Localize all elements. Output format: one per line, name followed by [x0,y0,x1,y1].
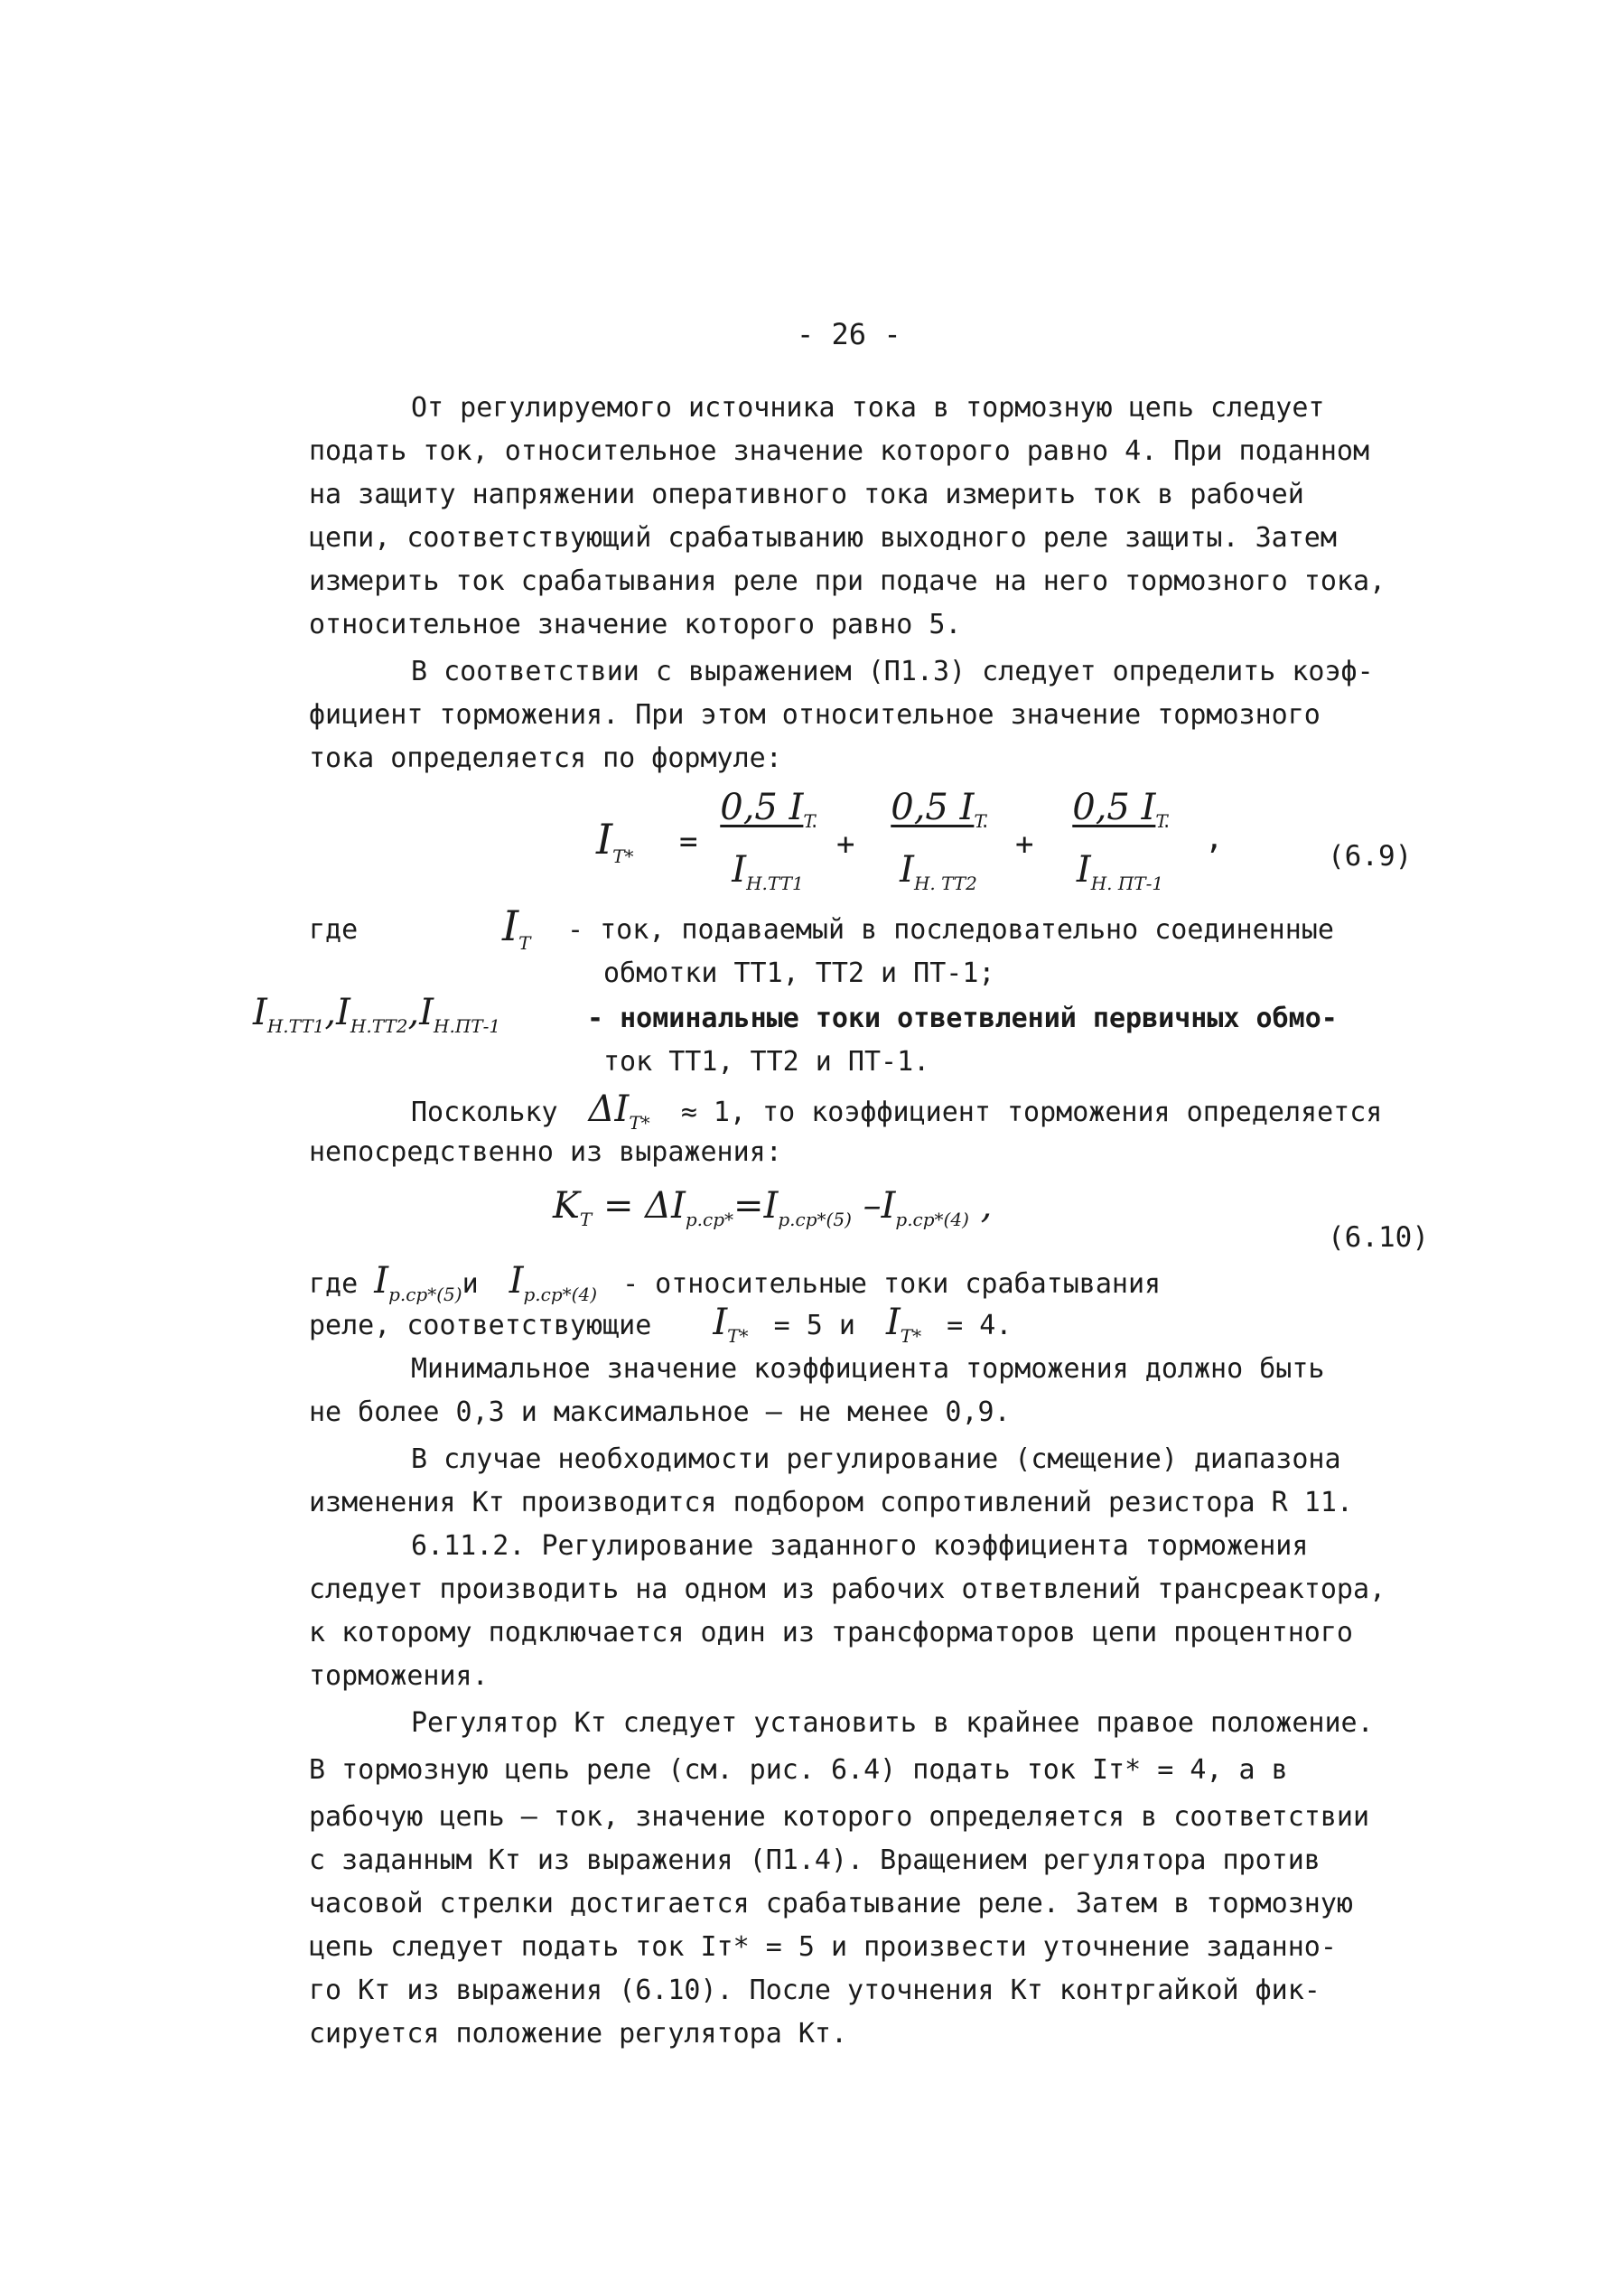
paragraph-line: цепи, соответствующий срабатыванию выходного реле защиты. Затем [309,522,1337,554]
formula-plus: + [1015,826,1034,863]
paragraph-line: В соответствии с выражением (П1.3) следует определить коэф- [411,656,1374,687]
paragraph-line: От регулируемого источника тока в тормозную цепь следует [411,392,1325,424]
paragraph-line: Поскольку $\Delta I_{T*} \approx 1$, то коэффициент торможения определяется [411,1088,1383,1134]
paragraph-line: В случае необходимости регулирование (смещение) диапазона [411,1443,1341,1475]
paragraph-line: не более 0,3 и максимальное – не менее 0,9. [309,1396,1011,1428]
paragraph-line: к которому подключается один из трансформаторов цепи процентного [309,1617,1353,1648]
paragraph-line: изменения Кт производится подбором сопротивлений резистора R 11. [309,1487,1353,1518]
fraction-term-2: $\frac{0,5 I_T}{I_{H. TT2}}$ [891,787,986,894]
symbol-list: $I_{H.TT1},I_{H.TT2},I_{H.ПТ-1}$ [253,992,501,1037]
formula-equals: = [679,824,698,860]
paragraph-line: фициент торможения. При этом относительное значение тормозного [309,699,1321,731]
equation-number: (6.10) [1328,1221,1429,1254]
paragraph-line: измерить ток срабатывания реле при подаче на него тормозного тока, [309,565,1386,597]
formula-lhs: $I_{T*}$ [596,815,634,868]
paragraph-line: сируется положение регулятора Кт. [309,2018,848,2050]
page-number: - 26 - [797,317,901,351]
paragraph-line: на защиту напряжении оперативного тока измерить ток в рабочей [309,479,1304,510]
paragraph-line: Минимальное значение коэффициента торможения должно быть [411,1353,1325,1385]
paragraph-line: 6.11.2. Регулирование заданного коэффициента торможения [411,1530,1309,1562]
paragraph-line: непосредственно из выражения: [309,1136,782,1168]
paragraph-line: торможения. [309,1660,489,1692]
definition-line: обмотки TT1, TT2 и ПТ-1; [603,957,995,989]
equation-number: (6.9) [1328,840,1413,873]
definition-line: - ток, подаваемый в последовательно соединенные [567,914,1334,946]
paragraph-line: часовой стрелки достигается срабатывание реле. Затем в тормозную [309,1888,1353,1919]
paragraph-line: тока определяется по формуле: [309,742,782,774]
definition-line: ток TT1, TT2 и ПТ-1. [603,1046,930,1078]
where-line: реле, соответствующие $I_{T*} = 5$ и $I_{T*} = 4$. [309,1302,1013,1347]
fraction-term-1: $\frac{0,5 I_T}{I_{H.TT1}}$ [720,787,816,894]
paragraph-line: следует производить на одном из рабочих ответвлений трансреактора, [309,1574,1386,1605]
formula-comma: , [1205,820,1224,856]
paragraph-line: относительное значение которого равно 5. [309,609,962,640]
paragraph-line: с заданным Кт из выражения (П1.4). Вращением регулятора против [309,1844,1321,1876]
paragraph-line: Регулятор Кт следует установить в крайнее правое положение. [411,1707,1374,1739]
formula-6-10: $K_T = \Delta I_{p.cp*}=I_{p.cp*(5)}$ $-I_{p.cp*(4)}$ , [553,1185,993,1230]
paragraph-line: подать ток, относительное значение которого равно 4. При поданном [309,435,1369,467]
definition-line: - номинальные токи ответвлений первичных обмо- [587,1003,1338,1034]
paragraph-line: го Кт из выражения (6.10). После уточнения Кт контргайкой фик- [309,1975,1321,2006]
paragraph-line: рабочую цепь – ток, значение которого определяется в соответствии [309,1801,1369,1833]
where-label: где [309,914,359,946]
fraction-term-3: 0,5 $I_T$ $I_{H. ПТ-1}$ [1072,787,1168,894]
paragraph-line: цепь следует подать ток Iт* = 5 и произвести уточнение заданно- [309,1931,1337,1963]
symbol-it: $I_T$ [502,901,531,955]
where-line: где $I_{p.cp*(5)}и$ $I_{p.cp*(4)}$ - относительные токи срабатывания [309,1260,1162,1305]
formula-plus: + [836,826,855,863]
paragraph-line: В тормозную цепь реле (см. рис. 6.4) подать ток Iт* = 4, а в [309,1754,1288,1786]
symbol-delta-it: $\Delta I_{T*}$ [588,1088,650,1134]
